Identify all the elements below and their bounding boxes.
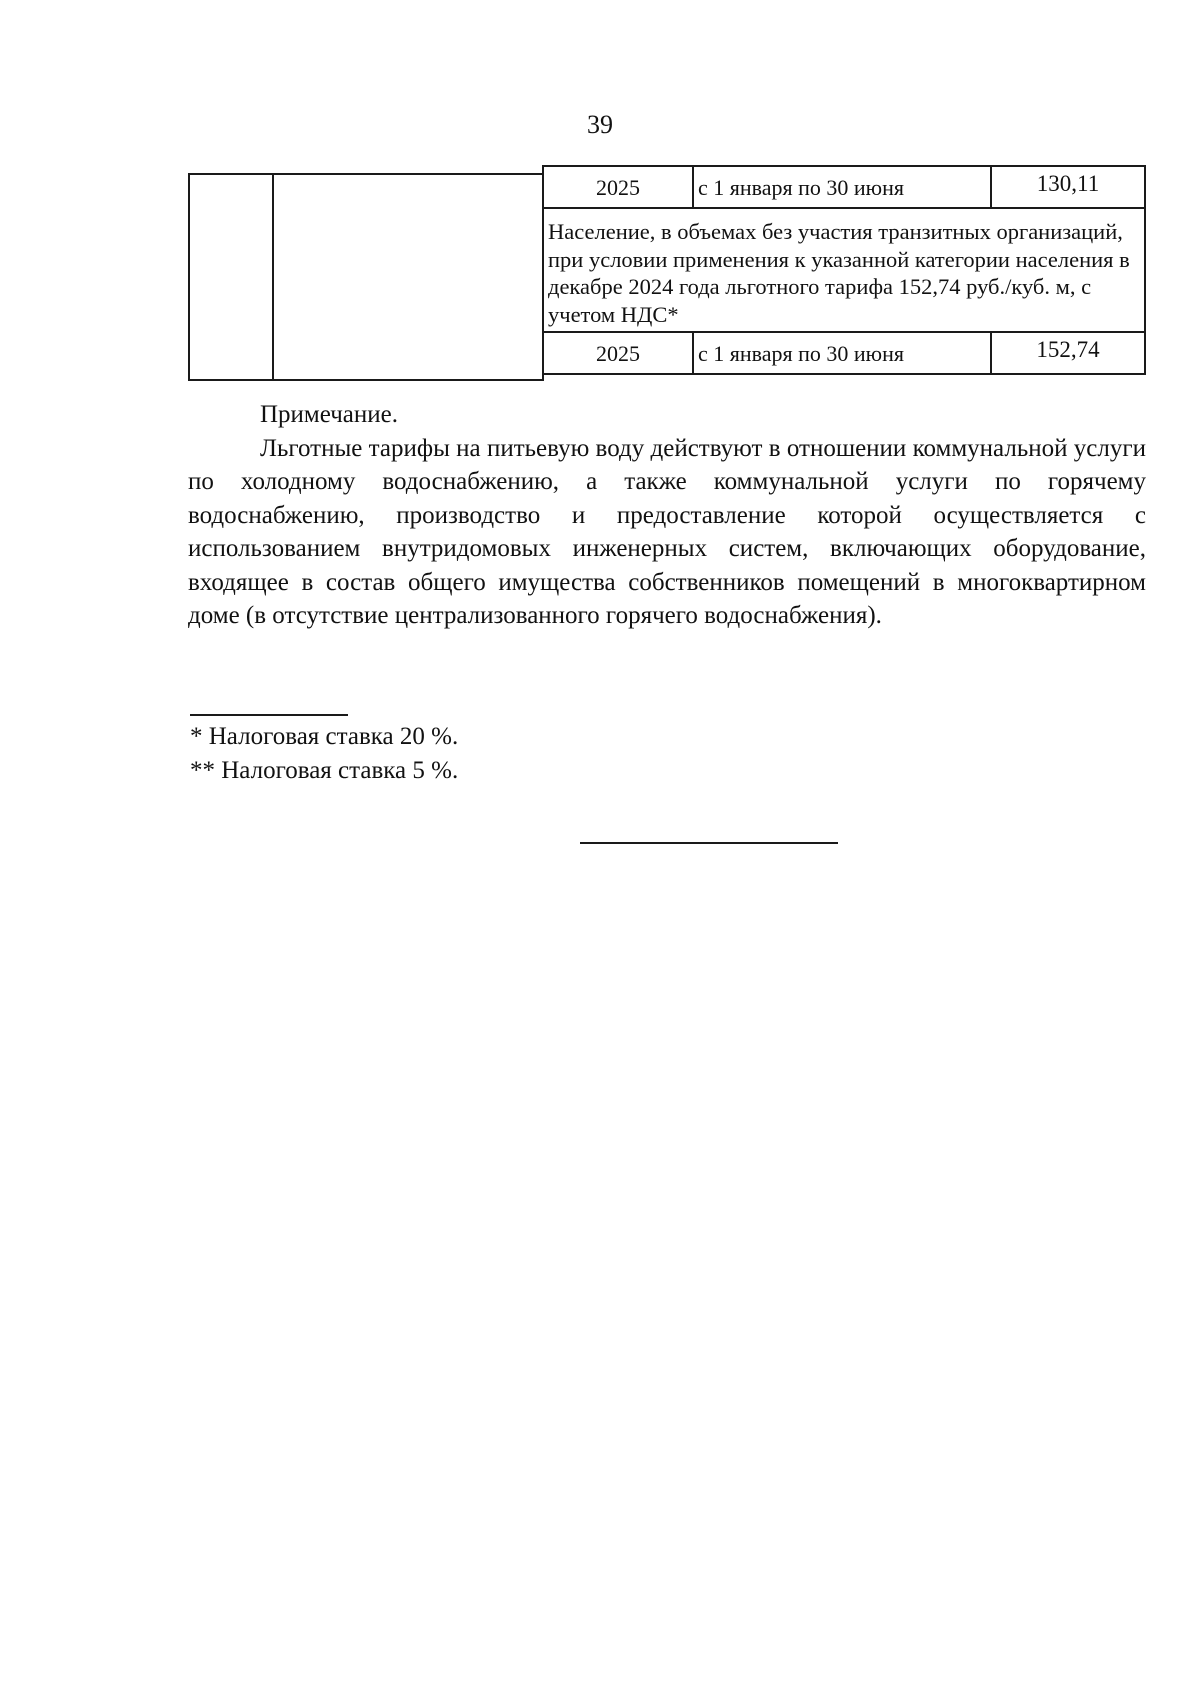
note-block (188, 398, 1146, 633)
footnotes (190, 720, 458, 788)
table-row-3-period: с 1 января по 30 июня (698, 341, 905, 366)
table-row-3-value: 152,74 (1036, 337, 1100, 362)
table-row-2-category: Население, в объемах без участия транзитных организаций, при условии применения к указанной категории населения в декабре 2024 года льготного тарифа 152,74 руб./куб. м, с учетом НДС* (548, 219, 1130, 327)
table-border-bottom-right (542, 373, 1146, 375)
note-text: Льготные тарифы на питьевую воду действуют в отношении коммунальной услуги по холодному водоснабжению, а также коммунальной услуги по горячему водоснабжению, производство и предоставление которой осуществляется с использованием внутридомовых инженерных систем, включающих оборудование, входящее в состав общего имущества собственников помещений в многоквартирном доме (в отсутствие централизованного горячего водоснабжения). (188, 434, 1146, 629)
table-border-right (1144, 165, 1146, 375)
page-number: 39 (587, 110, 613, 139)
table-border-left (188, 173, 190, 381)
footnote-2: ** Налоговая ставка 5 %. (190, 757, 459, 784)
table-row-1-period: с 1 января по 30 июня (698, 175, 905, 200)
table-column-divider-3 (692, 165, 694, 209)
end-of-document-line (580, 842, 838, 844)
note-title: Примечание. (260, 401, 399, 428)
table-border-top-right (542, 165, 1146, 167)
table-row-divider-2 (542, 331, 1146, 333)
table-row-1-year: 2025 (596, 175, 640, 200)
tariff-table (188, 165, 1146, 381)
table-row-1-value: 130,11 (1036, 171, 1100, 196)
table-row-divider-1 (542, 207, 1146, 209)
footnote-1: * Налоговая ставка 20 %. (190, 723, 459, 750)
table-border-top-left (188, 173, 544, 175)
footnote-separator (190, 714, 348, 716)
table-column-divider-1 (272, 173, 274, 381)
table-column-divider-5 (692, 331, 694, 375)
table-row-3-year: 2025 (596, 341, 640, 366)
table-border-bottom-left (188, 379, 544, 381)
